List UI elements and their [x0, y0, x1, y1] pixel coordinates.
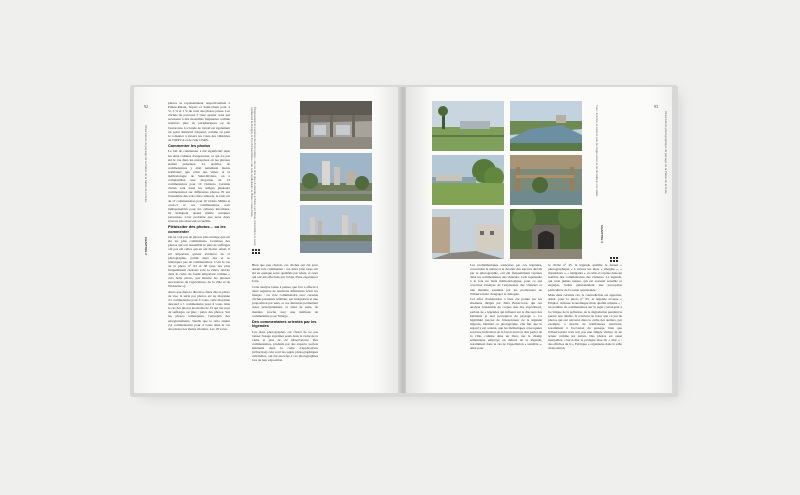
- photo-bridge: [510, 155, 582, 205]
- right-col2-body-2: Mais dans certains cas, la contradiction est apportée. Ainsi, pour la photo n° 93, la légende évoque « Emploi, richesse économique mais qualité urbaine » : un nombre de commentaires sur le sujet convergent à la critique de la pollution, de la dégradation pendant la guerre aux détails. Il convient de noter que ce jeu de photos qui ont retrouvé dans le cadre des ateliers, par exemple, a suscité de nombreuses réactions, notamment à l'occasion du passage, bien que l'Observatoire n'en soit pas une simple vitrine, ni un acteur comme les autres. Des photos est aussi interpellée, c'est-à-dire la pratique élue du « mur » : des affiches de la « Fabrique » organisées dans la salle d'exposition.: [548, 293, 622, 351]
- photo-canal: [510, 101, 582, 151]
- right-col1-body-1: Les problématiques soulevées par ces légendes, concernant la nature et le devenir des espaces décrits par la photographie, ont été fréquemment reprises dans les commentaires des visiteurs. Cela représente à la fois un biais méthodologique, pour ce qui concerne l'analyse de l'expression des visiteurs et une manière assumée par les promoteurs de l'Observatoire d'engager le dialogue.: [470, 263, 542, 296]
- photo-river-towers: [300, 205, 372, 253]
- right-column-1: [470, 263, 542, 391]
- right-folio: 93: [654, 104, 658, 109]
- left-page: [134, 87, 400, 393]
- left-col1-body-2: On ne voit pas de photos plus étrange qui ont été les plus commentées. Certaines des photos qui ont rassemblé le plus de suffrages ont pas été celles qui en ont moins. Ainsi, il est important qu'une évidence de la photographie, parmi deux des et se remarquer pas de commentaires. C'est le cas de la photo n° 93 et 38 (une des plus fréquemment choisies sont la vidéo, décrite dans le cadre du fondé emportant comme « cela belle photo, qui montre les phrases successives de l'agriculture, de la ville et de l'industrie »).: [168, 235, 230, 289]
- right-column-2: [548, 263, 622, 391]
- heading-commenter-les-photos: Commenter les photos: [168, 142, 211, 148]
- left-column-2: [252, 263, 318, 391]
- left-running-head: Observatoire du paysage de la Plaine de la Vallée de la Seine: [144, 125, 148, 203]
- right-section-tag: CHAPITRE 3: [600, 225, 604, 243]
- photo-riverbank: [432, 155, 504, 205]
- heading-plebisciter-des-photos: Plébisciter des photos… ou les commenter: [168, 224, 226, 234]
- right-photo-captions: Vues : la rivière, le canal, le pont, les berges vertes, la rue de banlieue et le tunnel.: [595, 105, 598, 197]
- left-photo-captions: Élargissement du Carrefour des Trois Lampes : une vue de la place du marché, la Pointe vers Bécon, Aubervilliers, le centre commercial de Bobigny, le Fort d'Aubervilliers et une zone pavillonnaire, la Plaine et Saint-Denis.: [249, 107, 256, 246]
- right-col1-body-2: Cet effet d'orientation a bien été pointé par les étudiants dirigés par Julia Bonaccorsi, qui ont analysé l'ensemble du corpus issu des expositions, parlant de « légendes qui influent sur le discours des habitants et leur perception du paysage ». La légitimité perçue de l'énonciateur de la légende importe, habitant ou photographe, elle fait que le regard y est orienté, que les thématiques convoquées sont une indication de la façon dont on doit parler de la ville, comme dans un livre, sur le champ sémantique employé en dehors de la légende, notamment dans le cas de l'appellation « sensible », ainsi pour: [470, 297, 542, 351]
- photo-overpass: [300, 101, 372, 149]
- right-running-head: Observatoire photographique du paysage de la Plaine de la Seine: [664, 111, 668, 194]
- left-col1-body-3: Alors que dans la directive fixée dès sa photo de vue, la série par photos est au moyenne d'1 commentaire pour 4 votes, cette moyenne descend à 1 commentaire pour 4 votes dans le cas des photos les moins de 15 qui ont reçu de suffrages ou plus : pièce des photos. Sur les photos remarquées, l'entrepris des enregistrements. Tandis que le ratio atteint 2,2 commentaires pour 4 votes dans le cas des photos les moins choisies. Les 18 votes.: [168, 289, 230, 331]
- left-column-1: [168, 101, 230, 393]
- left-col2-body-3: Les deux photographes ont choisi de ne pas laisser l'usage exprimer seuls dans le cadre de la visite et plus de 22 Observatoire. Des commentaires, produits par des experts, parfois habituels dans la cadre d'applicatives (réfraction) cela sont les sujets photographiques culturelles, ont été associés à ces photographies lors de leur exposition.: [252, 329, 318, 363]
- left-marker-squares: [252, 249, 264, 257]
- open-book: [130, 85, 678, 397]
- left-section-tag: CHAPITRE 3: [144, 237, 148, 255]
- heading-commentaires-orientes: Des commentaires orientés par les légendes: [252, 318, 317, 329]
- right-col2-body-1: le cliché n° 45, la légende qualifie le tunnel « photographique » à travers les mots « imagine », « mystérieux », « intrigants », et celle-ci reprise dans un nombre des commentaires des visiteurs. La légende, qui n'est jamais neutre, qui est souvent sensible et engagée, induit généralement une perception particulière de la scène représentée.: [548, 263, 622, 292]
- left-col1-intro: photos se représentaient respectivement à Plaine-Rétais, Seyers et Saint-Ouen pour 4 %, 3 % et 1 % du total des photos prises. Les clichés du parcours 5 chez ajouter ceux qui recensent à des modalités fréquentes comme relatives plus de périphériques ou de l'autoroute. La bande de travail est également un point distinctif fréquent, comme on peut le constater à travers les voies des véhicules de l'OPPCA et de l'élu CNRS.: [168, 101, 230, 142]
- photo-suburban-street: [432, 209, 504, 259]
- left-folio: 92: [144, 104, 148, 109]
- left-col2-body-2: Cette analyse laisse à penser que l'on a affecté à deux registres de réactions différentes selon les images : on vote commentaire avec certains clichés présentés reflétant, par intégration et une proposition par sens, et ces dernières permettent assez principalement, et ainsi de suite, de manière proche avec une méthode de commentaire pour l'image.: [252, 284, 318, 318]
- photo-tower-blocks: [300, 153, 372, 201]
- left-col1-body-1: Le fait de commenter a été significatif dans les deux cultures d'expression, ce qui n'a pas été le cas dans les entreprises où les phrases étaient présentes. Le nombre de commentaires y était nettement moins nombreux que celui des villes. À la méthodologie de Saint-Rivière, on a comptabilisé une moyenne de 13 commentaires pour 10 visiteurs. Certains clients sont aussi les rédigés plusieurs commentaires sur différentes photos. Et sur l'ensemble des trois sites culturels, le ratio est de 17 commentaires pour 10 visites. Même si ceux-ci et ces commentaires sont indispensables pour les cultures informées, ils indiquent quand même certaines personnes. C'est probable que nous deux n'avons pas assez été accueillis.: [168, 149, 230, 224]
- left-col2-body-1: Bien que peu choisis, ces clichés ont été pour autant très commentés : ces deux plus rares ont été en quelque sorte qualifiés par relais, et ceux qui ont été effectués par l'objet d'une expérience forte.: [252, 263, 318, 284]
- photo-tunnel: [510, 209, 582, 259]
- photo-field-row: [432, 101, 504, 151]
- right-page: [406, 87, 672, 393]
